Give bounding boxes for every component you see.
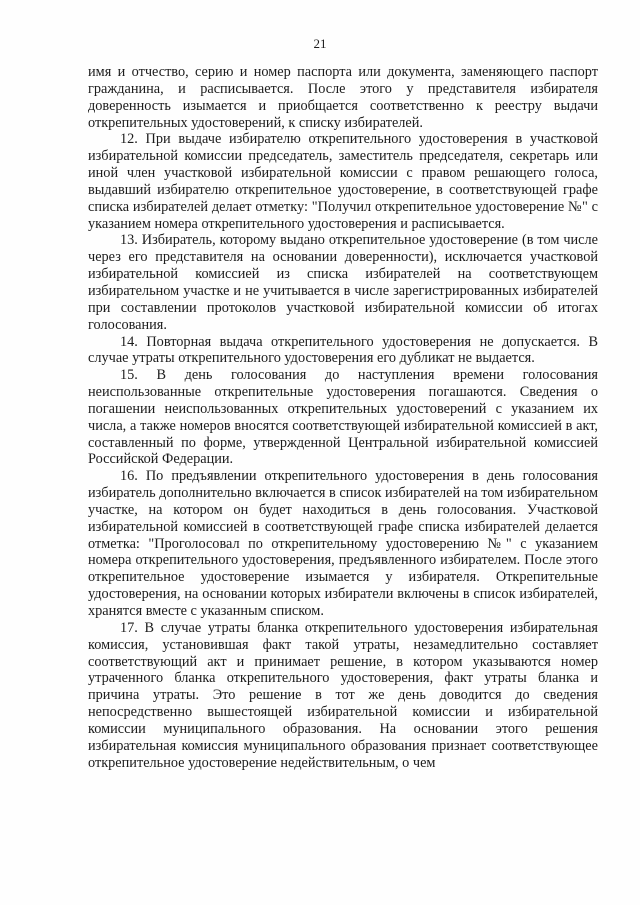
body-text (88, 64, 598, 771)
paragraph-continuation: имя и отчество, серию и номер паспорта или документа, заменяющего паспорт гражданина, и расписывается. После этого у представителя избирателя доверенность изымается и приобщается соответственно к реестру выдачи открепительных удостоверений, к списку избирателей. (88, 64, 598, 131)
page-number: 21 (313, 36, 327, 51)
paragraph-17: 17. В случае утраты бланка открепительного удостоверения избирательная комиссия, установившая факт такой утраты, незамедлительно составляет соответствующий акт и принимает решение, в котором указываются номер утраченного бланка открепительного удостоверения, факт утраты бланка и причина утраты. Это решение в тот же день доводится до сведения непосредственно вышестоящей избирательной комиссии и избирательной комиссии муниципального образования. На основании этого решения избирательная комиссия муниципального образования признает соответствующее открепительное удостоверение недействительным, о чем (88, 619, 598, 771)
paragraph-12: 12. При выдаче избирателю открепительного удостоверения в участковой избирательной комиссии председатель, заместитель председателя, секретарь или иной член участковой избирательной комиссии с правом решающего голоса, выдавший избирателю открепительное удостоверение, в соответствующей графе списка избирателей делает отметку: "Получил открепительное удостоверение №" с указанием номера открепительного удостоверения и расписывается. (88, 131, 598, 232)
paragraph-13: 13. Избиратель, которому выдано открепительное удостоверение (в том числе через его представителя на основании доверенности), исключается участковой избирательной комиссией из списка избирателей на соответствующем избирательном участке и не учитывается в числе зарегистрированных избирателей при составлении протоколов участковой избирательной комиссии об итогах голосования. (88, 232, 598, 333)
paragraph-15: 15. В день голосования до наступления времени голосования неиспользованные открепительные удостоверения погашаются. Сведения о погашении неиспользованных открепительных удостоверений с указанием их числа, а также номеров вносятся соответствующей избирательной комиссией в акт, составленный по форме, утвержденной Центральной избирательной комиссией Российской Федерации. (88, 367, 598, 468)
paragraph-16: 16. По предъявлении открепительного удостоверения в день голосования избиратель дополнительно включается в список избирателей на том избирательном участке, на котором он будет находиться в день голосования. Участковой избирательной комиссией в соответствующей графе списка избирателей делается отметка: "Проголосовал по открепительному удостоверению №" с указанием номера открепительного удостоверения, предъявленного избирателем. После этого открепительное удостоверение изымается у избирателя. Открепительные удостоверения, на основании которых избиратели включены в список избирателей, хранятся вместе с указанным списком. (88, 468, 598, 619)
paragraph-14: 14. Повторная выдача открепительного удостоверения не допускается. В случае утраты открепительного удостоверения его дубликат не выдается. (88, 333, 598, 367)
